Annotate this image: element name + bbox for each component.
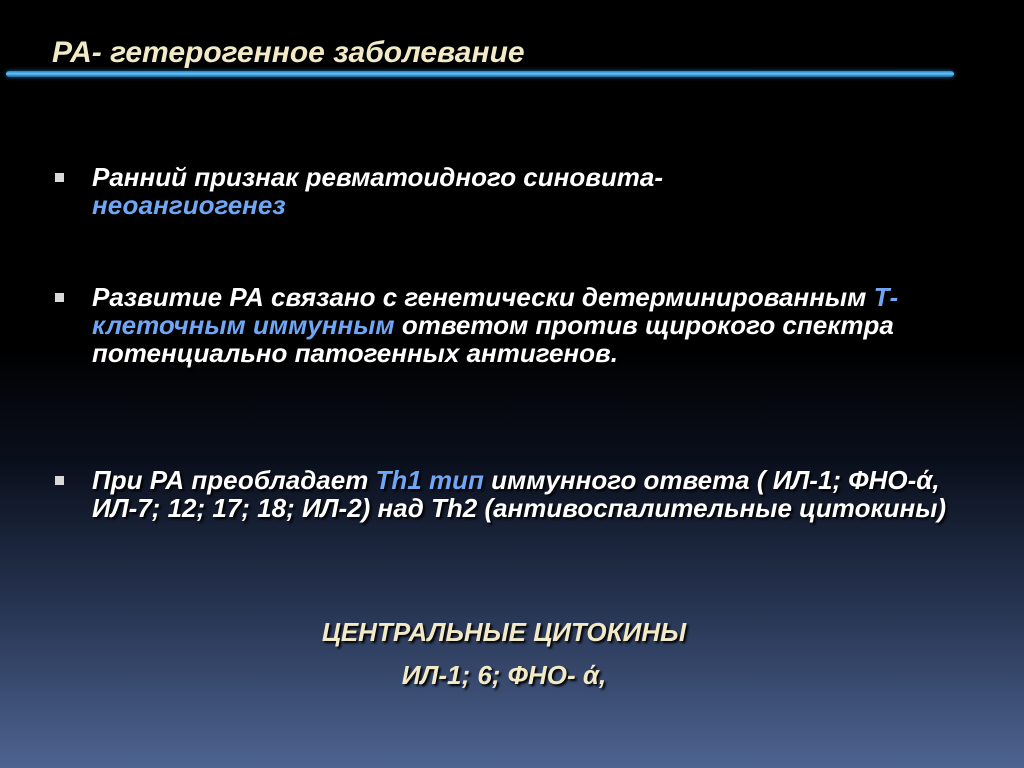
bullet-text-main: Развитие РА связано с генетически детерминированным [92, 282, 874, 312]
square-bullet-icon [55, 293, 64, 302]
bullet-text-rest: иммунного ответа ( ИЛ-1; ФНО-ά, ИЛ-7; 12; 17; 18; ИЛ-2) над Th2 (антивоспалительные цитокины) [92, 465, 947, 523]
central-cytokines-list: ИЛ-1; 6; ФНО- ά, [401, 660, 607, 690]
bullet-text [92, 466, 975, 522]
bullet-text-rest: ответом против щирокого спектра потенциально патогенных антигенов. [92, 310, 894, 368]
bullet-text-main: Ранний признак ревматоидного синовита- [92, 162, 664, 192]
bullet-item-ra-development [55, 283, 975, 367]
square-bullet-icon [55, 476, 64, 485]
bullet-text-accent: Т-клеточным иммунным [92, 282, 899, 340]
central-cytokines-heading: ЦЕНТРАЛЬНЫЕ ЦИТОКИНЫ [321, 617, 687, 647]
bullet-item-th1-dominance [55, 466, 975, 522]
bullet-text-accent: неоангиогенез [92, 190, 286, 220]
bullet-text [92, 163, 975, 219]
slide-title: РА- гетерогенное заболевание [52, 36, 525, 69]
square-bullet-icon [55, 173, 64, 182]
bullet-text-main: При РА преобладает [92, 465, 376, 495]
bullet-text-accent: Th1 тип [375, 465, 484, 495]
title-underline [6, 71, 954, 77]
bullet-item-early-sign [55, 163, 975, 219]
bullet-text [92, 283, 975, 367]
